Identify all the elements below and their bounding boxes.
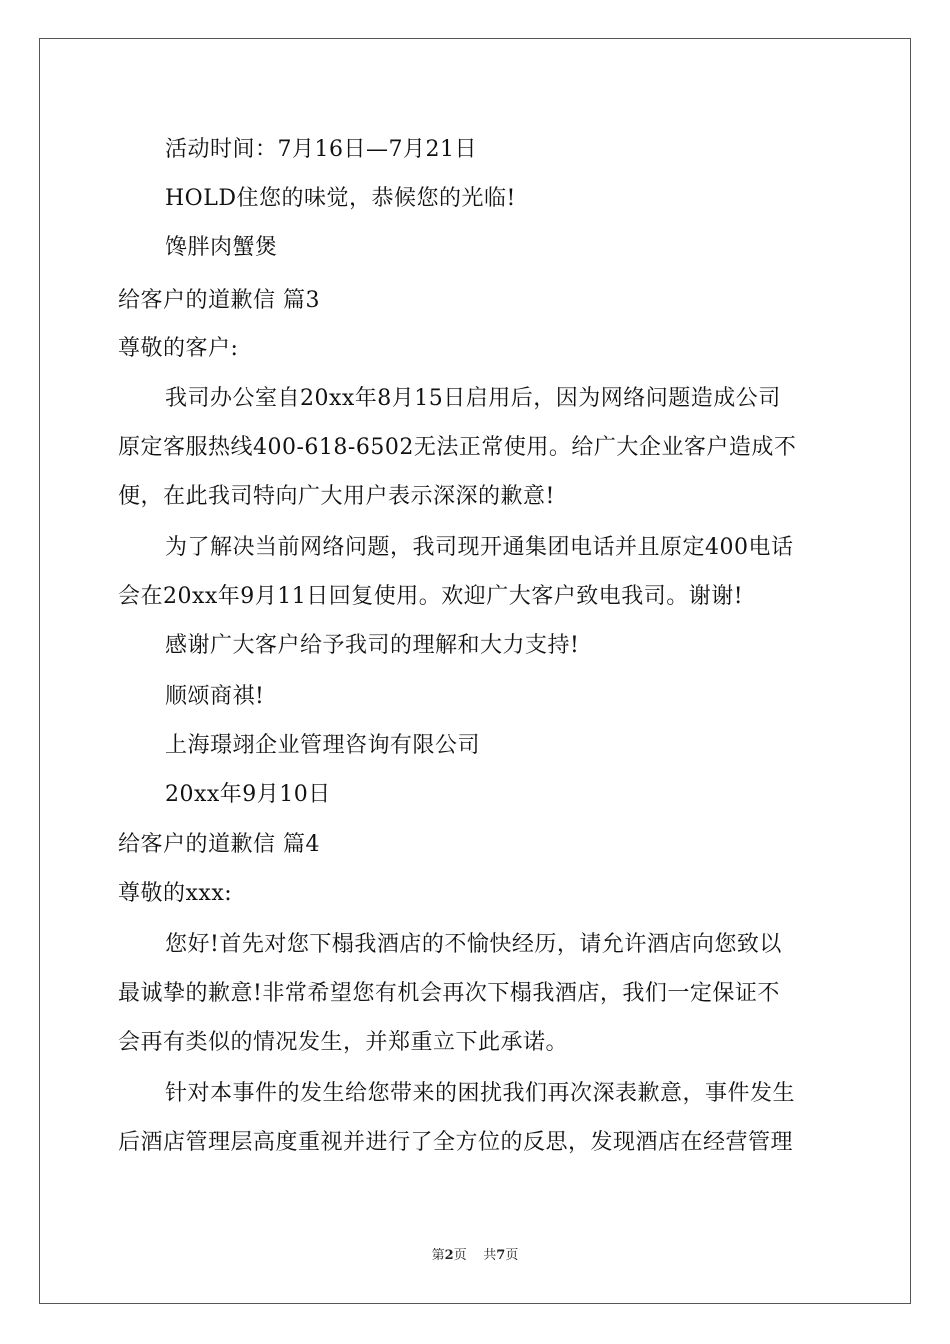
page-footer [0, 1247, 950, 1265]
paragraph-line: 便，在此我司特向广大用户表示深深的歉意! [118, 484, 555, 509]
paragraph-line: 针对本事件的发生给您带来的困扰我们再次深表歉意，事件发生 [165, 1081, 796, 1106]
paragraph-line: 感谢广大客户给予我司的理解和大力支持! [165, 633, 580, 658]
signature-brand: 馋胖肉蟹煲 [165, 235, 278, 260]
page-suffix: 页 [453, 1248, 467, 1263]
closing-line: 顺颂商祺! [165, 684, 265, 709]
total-pages: 7 [496, 1248, 506, 1263]
page-border [39, 38, 911, 1304]
salutation-3: 尊敬的客户: [118, 336, 239, 361]
total-prefix: 共 [483, 1248, 497, 1263]
page-prefix: 第 [431, 1248, 445, 1263]
paragraph-line: 我司办公室自20xx年8月15日启用后，因为网络问题造成公司 [165, 386, 781, 411]
paragraph-line: 您好!首先对您下榻我酒店的不愉快经历，请允许酒店向您致以 [165, 932, 782, 957]
paragraph-line: 会再有类似的情况发生，并郑重立下此承诺。 [118, 1030, 569, 1055]
section-heading-4: 给客户的道歉信 篇4 [118, 832, 320, 857]
paragraph-line: 原定客服热线400-618-6502无法正常使用。给广大企业客户造成不 [118, 435, 797, 460]
paragraph-line: 最诚挚的歉意!非常希望您有机会再次下榻我酒店，我们一定保证不 [118, 981, 780, 1006]
paragraph-line: 会在20xx年9月11日回复使用。欢迎广大客户致电我司。谢谢! [118, 584, 744, 609]
event-time-line: 活动时间：7月16日—7月21日 [165, 137, 477, 162]
paragraph-line: 为了解决当前网络问题，我司现开通集团电话并且原定400电话 [165, 535, 794, 560]
total-suffix: 页 [505, 1248, 519, 1263]
section-heading-3: 给客户的道歉信 篇3 [118, 288, 320, 313]
date-line: 20xx年9月10日 [165, 782, 331, 807]
paragraph-line: 后酒店管理层高度重视并进行了全方位的反思，发现酒店在经营管理 [118, 1130, 794, 1155]
slogan-line: HOLD住您的味觉，恭候您的光临! [165, 186, 516, 211]
page-number: 2 [444, 1248, 454, 1263]
company-signature: 上海璟翊企业管理咨询有限公司 [165, 733, 481, 758]
salutation-4: 尊敬的xxx: [118, 881, 233, 906]
